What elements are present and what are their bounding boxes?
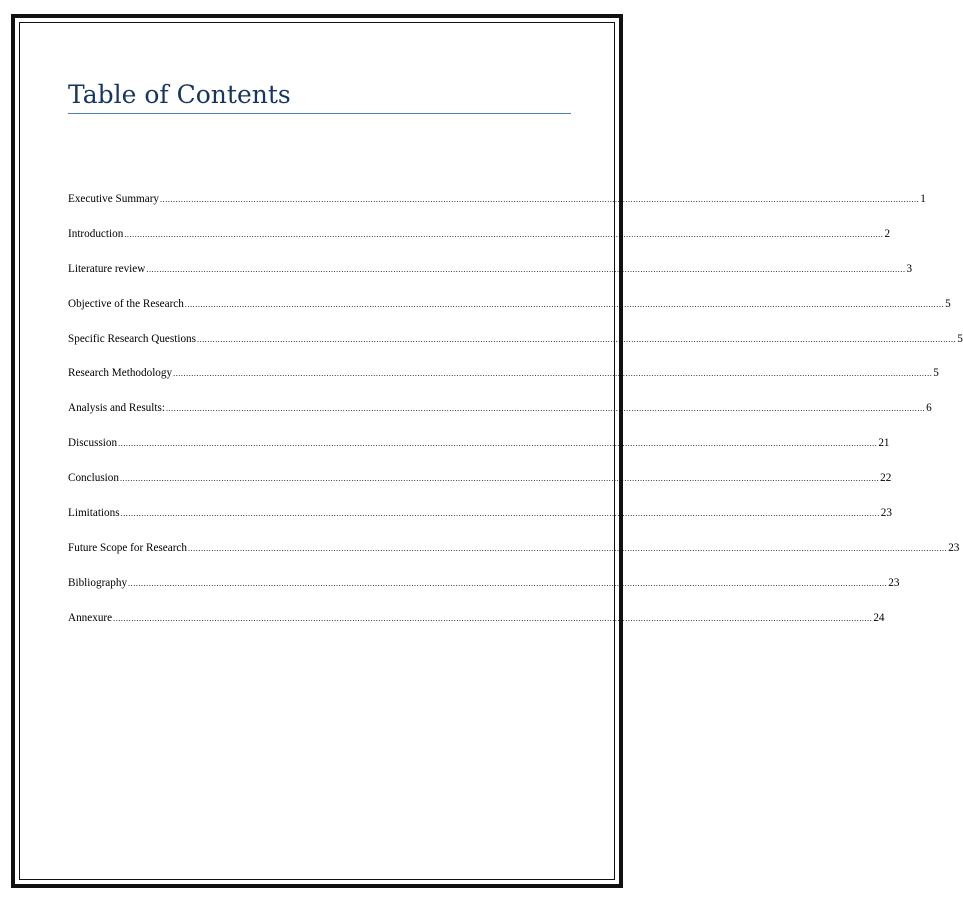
toc-entry-label: Literature review [68,262,146,275]
toc-entry-page-number: 22 [880,472,892,485]
toc-entry-label: Objective of the Research [68,297,184,310]
toc-entry-limitations[interactable] [68,506,892,541]
toc-entry-conclusion[interactable] [68,471,892,506]
page-title: Table of Contents [68,80,291,109]
toc-leader-dots: .................................................................................................................................................................................................................................................................................................... [124,229,884,239]
toc-entry-page-number: 5 [945,297,951,310]
toc-leader-dots: .................................................................................................................................................................................................................................................................................................... [146,264,906,274]
toc-entry-analysis-and-results[interactable] [68,401,932,436]
toc-entry-page-number: 23 [948,541,960,554]
toc-leader-dots: .................................................................................................................................................................................................................................................................................................... [197,334,957,344]
toc-leader-dots: .................................................................................................................................................................................................................................................................................................... [165,404,926,414]
toc-entry-annexure[interactable] [68,611,885,646]
toc-entry-page-number: 1 [920,193,926,205]
toc-leader-dots: .................................................................................................................................................................................................................................................................................................... [118,439,878,449]
toc-entry-page-number: 5 [933,367,939,380]
toc-entry-page-number: 6 [926,402,932,415]
toc-leader-dots: .................................................................................................................................................................................................................................................................................................... [128,578,888,588]
toc-entry-page-number: 2 [884,227,891,240]
toc-leader-dots: .................................................................................................................................................................................................................................................................................................... [113,613,873,623]
toc-leader-dots: .................................................................................................................................................................................................................................................................................................... [119,474,880,484]
toc-entry-executive-summary[interactable] [68,192,926,227]
toc-list [68,192,963,646]
toc-entry-label: Conclusion [68,472,119,485]
toc-leader-dots: .................................................................................................................................................................................................................................................................................................... [187,543,948,553]
toc-entry-page-number: 24 [873,611,885,624]
toc-entry-label: Specific Research Questions [68,332,196,345]
toc-entry-page-number: 23 [880,507,892,520]
toc-entry-label: Annexure [68,611,113,624]
toc-leader-dots: .................................................................................................................................................................................................................................................................................................... [173,369,933,379]
toc-entry-label: Research Methodology [68,367,173,380]
toc-leader-dots: .................................................................................................................................................................................................................................................................................................... [184,299,945,309]
toc-entry-label: Limitations [68,507,120,520]
toc-entry-label: Analysis and Results: [68,402,165,415]
toc-entry-future-scope-for-research[interactable] [68,541,960,576]
toc-entry-discussion[interactable] [68,436,890,471]
toc-entry-literature-review[interactable] [68,262,913,297]
toc-entry-label: Bibliography [68,576,128,589]
toc-entry-objective-of-the-research[interactable] [68,297,951,332]
toc-entry-page-number: 3 [906,262,913,275]
toc-entry-page-number: 21 [878,437,890,450]
toc-entry-label: Executive Summary [68,193,160,205]
toc-leader-dots: .................................................................................................................................................................................................................................................................................................... [160,195,920,204]
toc-entry-bibliography[interactable] [68,576,900,611]
toc-entry-page-number: 5 [957,332,963,345]
toc-entry-label: Introduction [68,227,124,240]
title-underline [68,113,571,114]
toc-entry-page-number: 23 [888,576,900,589]
toc-entry-introduction[interactable] [68,227,891,262]
toc-entry-research-methodology[interactable] [68,366,939,401]
toc-leader-dots: .................................................................................................................................................................................................................................................................................................... [120,509,880,519]
toc-entry-label: Discussion [68,437,118,450]
toc-entry-label: Future Scope for Research [68,541,187,554]
toc-entry-specific-research-questions[interactable] [68,332,963,367]
